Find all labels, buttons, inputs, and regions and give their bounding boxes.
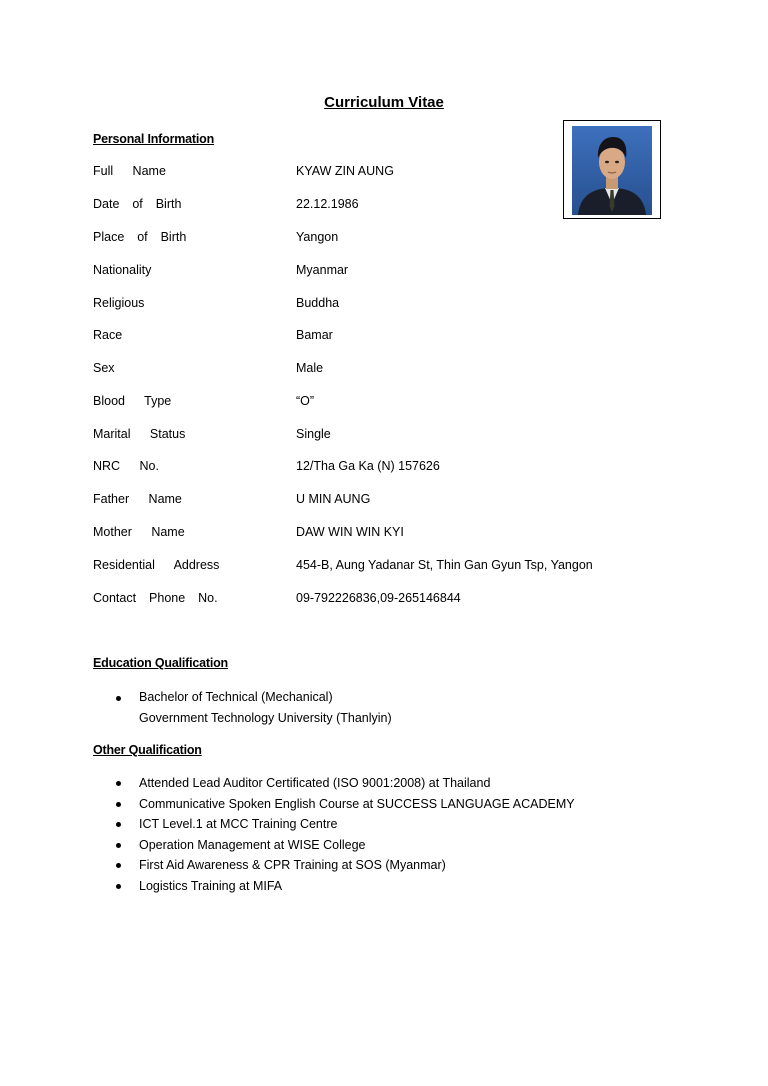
- full-name-value: KYAW ZIN AUNG: [296, 164, 394, 178]
- bullet-icon: [116, 822, 121, 827]
- personal-row-sex: [93, 361, 653, 377]
- mother-name-value: DAW WIN WIN KYI: [296, 525, 404, 539]
- qualification-text: ICT Level.1 at MCC Training Centre: [139, 817, 338, 832]
- nationality-value: Myanmar: [296, 263, 349, 277]
- date-of-birth-value: 22.12.1986: [296, 197, 359, 211]
- place-of-birth-label: Place of Birth: [93, 230, 187, 244]
- marital-status-label: Marital Status: [93, 427, 186, 441]
- bullet-icon: [116, 781, 121, 786]
- qualification-text: Attended Lead Auditor Certificated (ISO 9001:2008) at Thailand: [139, 776, 491, 790]
- personal-row-religious: [93, 296, 653, 312]
- education-qualification-heading: Education Qualification: [93, 656, 228, 670]
- nrc-no-label: NRC No.: [93, 459, 159, 473]
- personal-row-date-of-birth: [93, 197, 653, 213]
- education-institution: Government Technology University (Thanlyin): [139, 710, 392, 725]
- nationality-label: Nationality: [93, 263, 152, 277]
- mother-name-label: Mother Name: [93, 525, 185, 539]
- sex-label: Sex: [93, 361, 115, 375]
- full-name-label: Full Name: [93, 164, 166, 178]
- qualification-text: Logistics Training at MIFA: [139, 878, 283, 893]
- personal-row-blood-type: [93, 394, 653, 410]
- qualification-text: Operation Management at WISE College: [139, 837, 366, 852]
- personal-information-heading: Personal Information: [93, 132, 215, 146]
- bullet-icon: [116, 843, 121, 848]
- bullet-icon: [116, 802, 121, 807]
- personal-row-place-of-birth: [93, 230, 653, 246]
- residential-address-label: Residential Address: [93, 558, 220, 572]
- education-item: [93, 690, 653, 731]
- race-value: Bamar: [296, 328, 333, 342]
- sex-value: Male: [296, 361, 324, 375]
- bullet-icon: [116, 863, 121, 868]
- bullet-icon: [116, 696, 121, 701]
- personal-row-nrc-no: [93, 459, 653, 475]
- education-degree: Bachelor of Technical (Mechanical): [139, 690, 333, 704]
- marital-status-value: Single: [296, 427, 331, 441]
- place-of-birth-value: Yangon: [296, 230, 339, 244]
- other-qualification-heading: Other Qualification: [93, 743, 202, 757]
- personal-row-contact-phone: [93, 591, 653, 607]
- list-item: [93, 773, 653, 794]
- other-qualification-list: [93, 773, 653, 897]
- list-item: [93, 876, 653, 897]
- blood-type-label: Blood Type: [93, 394, 172, 408]
- blood-type-value: “O”: [296, 394, 315, 408]
- personal-row-father-name: [93, 492, 653, 508]
- list-item: [93, 814, 653, 835]
- personal-row-residential-address: [93, 558, 653, 574]
- list-item: [93, 835, 653, 856]
- contact-phone-label: Contact Phone No.: [93, 591, 218, 605]
- personal-row-full-name: [93, 164, 653, 180]
- list-item: [93, 794, 653, 815]
- list-item: [93, 855, 653, 876]
- qualification-text: Communicative Spoken English Course at SUCCESS LANGUAGE ACADEMY: [139, 796, 575, 811]
- qualification-text: First Aid Awareness & CPR Training at SOS (Myanmar): [139, 858, 446, 873]
- father-name-value: U MIN AUNG: [296, 492, 371, 506]
- personal-row-marital-status: [93, 427, 653, 443]
- nrc-no-value: 12/Tha Ga Ka (N) 157626: [296, 459, 440, 473]
- race-label: Race: [93, 328, 123, 342]
- date-of-birth-label: Date of Birth: [93, 197, 182, 211]
- contact-phone-value: 09-792226836,09-265146844: [296, 591, 461, 605]
- personal-row-race: [93, 328, 653, 344]
- residential-address-value: 454-B, Aung Yadanar St, Thin Gan Gyun Tsp, Yangon: [296, 558, 593, 572]
- personal-row-nationality: [93, 263, 653, 279]
- bullet-icon: [116, 884, 121, 889]
- father-name-label: Father Name: [93, 492, 182, 506]
- personal-row-mother-name: [93, 525, 653, 541]
- religious-value: Buddha: [296, 296, 340, 310]
- religious-label: Religious: [93, 296, 145, 310]
- document-title: Curriculum Vitae: [324, 94, 444, 111]
